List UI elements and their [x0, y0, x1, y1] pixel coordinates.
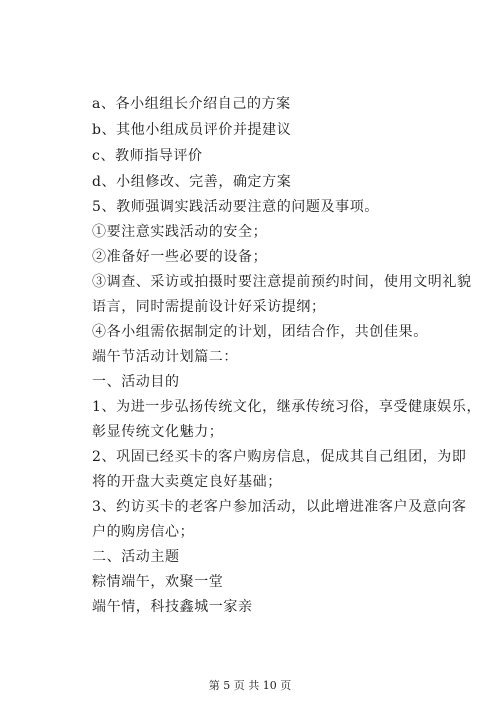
- text-line: b、其他小组成员评价并提建议: [92, 122, 292, 138]
- text-line: ④各小组需依据制定的计划，团结合作，共创佳果。: [92, 324, 428, 340]
- text-line: a、各小组组长介绍自己的方案: [92, 96, 291, 112]
- text-line: c、教师指导评价: [92, 148, 203, 164]
- text-line: 端午情，科技鑫城一家亲: [92, 599, 253, 615]
- text-line: ①要注意实践活动的安全；: [92, 224, 268, 240]
- text-line: d、小组修改、完善，确定方案: [92, 174, 292, 190]
- text-line: ②准备好一些必要的设备；: [92, 249, 268, 265]
- text-line: 1、为进一步弘扬传统文化，继承传统习俗，享受健康娱乐，: [92, 399, 482, 415]
- text-line: 将的开盘大卖奠定良好基础；: [92, 474, 282, 490]
- text-line: 2、巩固已经买卡的客户购房信息，促成其自己组团，为即: [92, 449, 467, 465]
- text-line: ③调查、采访或拍摄时要注意提前预约时间，使用文明礼貌: [92, 274, 472, 290]
- page-footer: 第 5 页 共 10 页: [208, 679, 292, 692]
- text-line: 3、约访买卡的老客户参加活动，以此增进准客户及意向客: [92, 499, 467, 515]
- text-line: 户的购房信心；: [92, 524, 195, 540]
- text-line: 粽情端午，欢聚一堂: [92, 574, 224, 590]
- section-heading: 一、活动目的: [92, 374, 180, 390]
- section-title: 端午节活动计划篇二：: [92, 349, 238, 365]
- section-heading: 二、活动主题: [92, 549, 180, 565]
- text-line: 语言，同时需提前设计好采访提纲；: [92, 299, 326, 315]
- text-line: 5、教师强调实践活动要注意的问题及事项。: [92, 199, 379, 215]
- text-line: 彰显传统文化魅力；: [92, 424, 224, 440]
